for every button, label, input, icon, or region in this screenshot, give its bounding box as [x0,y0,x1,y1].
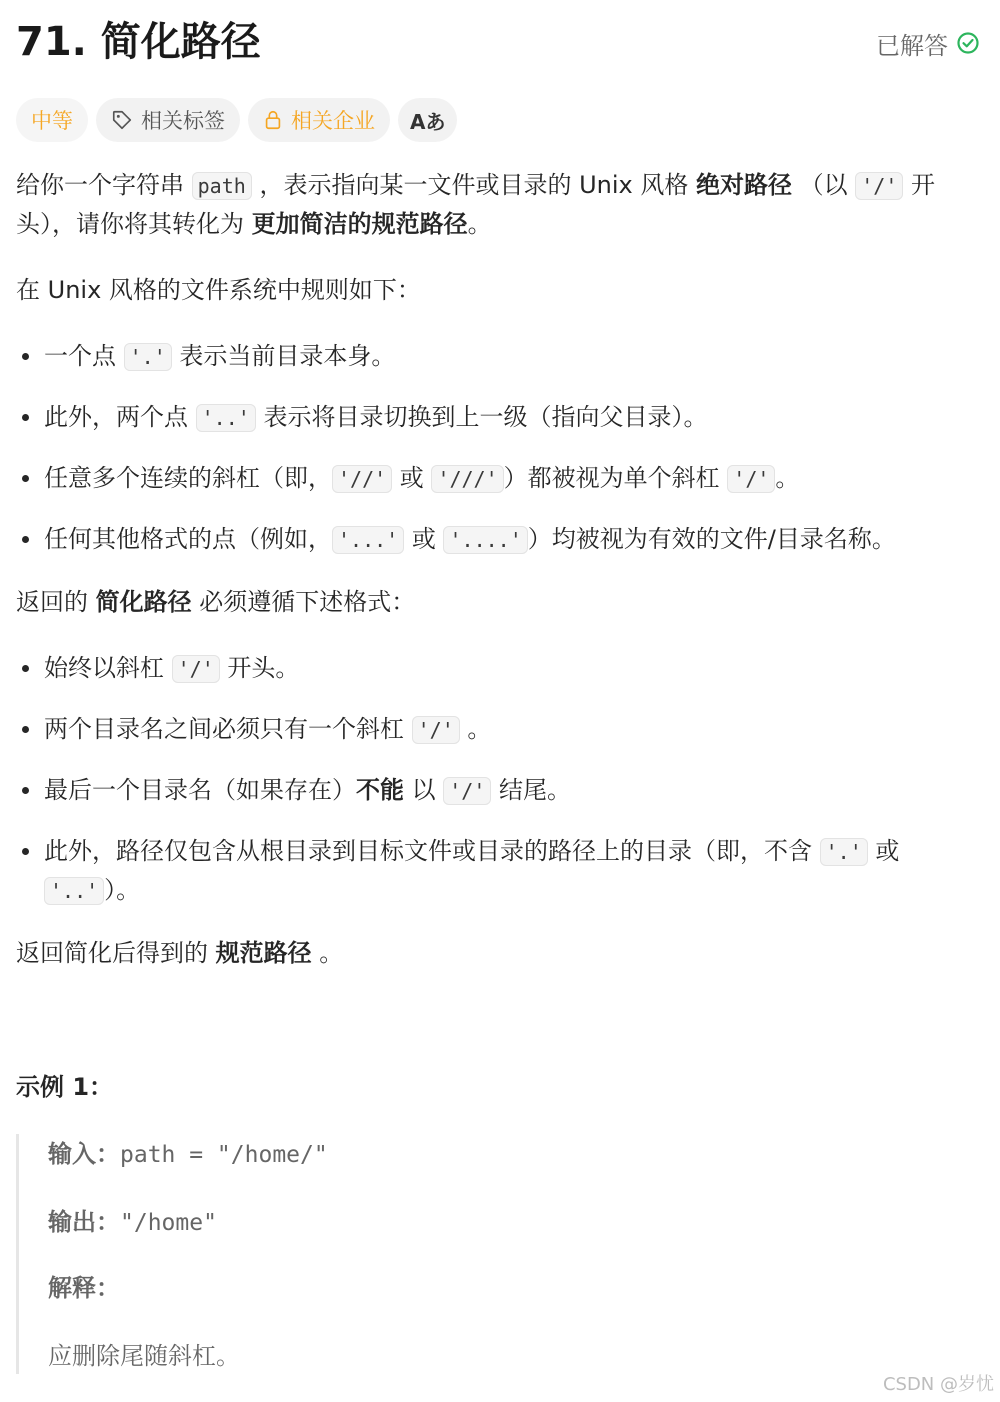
translate-icon: Aあ [410,109,446,134]
companies-tag-button[interactable] [248,98,390,142]
list-item [16,337,984,376]
text: 或 [392,464,432,492]
list-item [16,771,984,810]
list-item [16,459,984,498]
text: 结尾。 [491,776,572,804]
problem-header [16,14,984,70]
problem-title: 71. 简化路径 [16,19,261,65]
text: 任意多个连续的斜杠（即， [44,464,332,492]
description-paragraph-4 [16,934,984,972]
text: 返回简化后得到的 [16,939,216,967]
translate-button[interactable] [398,98,457,142]
rules-list [16,337,984,559]
formats-list [16,649,984,910]
example-input-line [48,1134,328,1175]
text: 表示将目录切换到上一级（指向父目录）。 [255,403,708,431]
text: （以 [791,171,856,199]
description-paragraph-1 [16,166,984,243]
example-block [16,1134,984,1374]
example-explain-line [48,1268,120,1308]
text: ）。 [104,876,141,904]
list-item [16,520,984,559]
problem-description [16,166,984,1000]
example-input-value: path = "/home/" [120,1142,328,1168]
list-item [16,832,984,910]
inline-code: path [192,172,252,200]
inline-code: '///' [431,465,503,493]
text: 或 [867,837,900,865]
text: 必须遵循下述格式： [191,588,416,616]
text: 此外，路径仅包含从根目录到目标文件或目录的路径上的目录（即，不含 [44,837,820,865]
text: 一个点 [44,342,124,370]
bold-text: 绝对路径 [695,171,792,199]
text: 返回的 [16,588,96,616]
text: 。 [467,210,492,238]
inline-code: '//' [332,465,392,493]
bold-text: 不能 [356,776,404,804]
text: 。 [459,715,492,743]
tag-icon [111,109,133,131]
inline-code: '.' [820,838,868,866]
text: 或 [404,525,444,553]
inline-code: '...' [332,526,404,554]
text: 给你一个字符串 [16,171,192,199]
text: 两个目录名之间必须只有一个斜杠 [44,715,412,743]
inline-code: '/' [727,465,775,493]
inline-code: '....' [443,526,527,554]
check-circle-icon [956,31,980,55]
text: 最后一个目录名（如果存在） [44,776,356,804]
topics-tag-button[interactable] [96,98,240,142]
example-title: 示例 1： [16,1073,114,1101]
description-paragraph-2: 在 Unix 风格的文件系统中规则如下： [16,276,421,304]
example-output-line [48,1202,217,1243]
text: 任何其他格式的点（例如， [44,525,332,553]
text: 表示当前目录本身。 [171,342,396,370]
tag-bar [16,98,457,142]
text: ，表示指向某一文件或目录的 Unix 风格 [251,171,696,199]
text: 。 [775,464,800,492]
inline-code: '/' [412,716,460,744]
example-explain-label: 解释： [48,1274,120,1302]
text: 开头），请你将其转化为 [16,171,936,238]
watermark: CSDN @岁忧 [882,1374,994,1395]
list-item [16,710,984,749]
example-output-label: 输出： [48,1208,120,1236]
bold-text: 更加简洁的规范路径 [251,210,468,238]
text: 始终以斜杠 [44,654,172,682]
topics-tag-label: 相关标签 [141,109,225,133]
example-input-label: 输入： [48,1140,120,1168]
bold-text: 简化路径 [95,588,192,616]
list-item [16,649,984,688]
inline-code: '/' [855,172,903,200]
inline-code: '/' [172,655,220,683]
text: 开头。 [219,654,300,682]
example-output-value: "/home" [120,1210,217,1236]
text: 。 [311,939,344,967]
difficulty-badge[interactable] [16,98,88,142]
inline-code: '..' [196,404,256,432]
example-explain-text: 应删除尾随斜杠。 [48,1342,240,1370]
inline-code: '/' [443,777,491,805]
difficulty-label: 中等 [31,109,73,133]
list-item [16,398,984,437]
lock-icon [263,109,283,131]
text: 以 [404,776,444,804]
text: ）均被视为有效的文件/目录名称。 [527,525,896,553]
text: ）都被视为单个斜杠 [503,464,728,492]
inline-code: '.' [124,343,172,371]
companies-tag-label: 相关企业 [291,109,375,133]
inline-code: '..' [44,877,104,905]
description-paragraph-3 [16,583,984,621]
solved-label: 已解答 [876,31,948,60]
text: 此外，两个点 [44,403,196,431]
bold-text: 规范路径 [215,939,312,967]
solved-status [876,28,980,58]
